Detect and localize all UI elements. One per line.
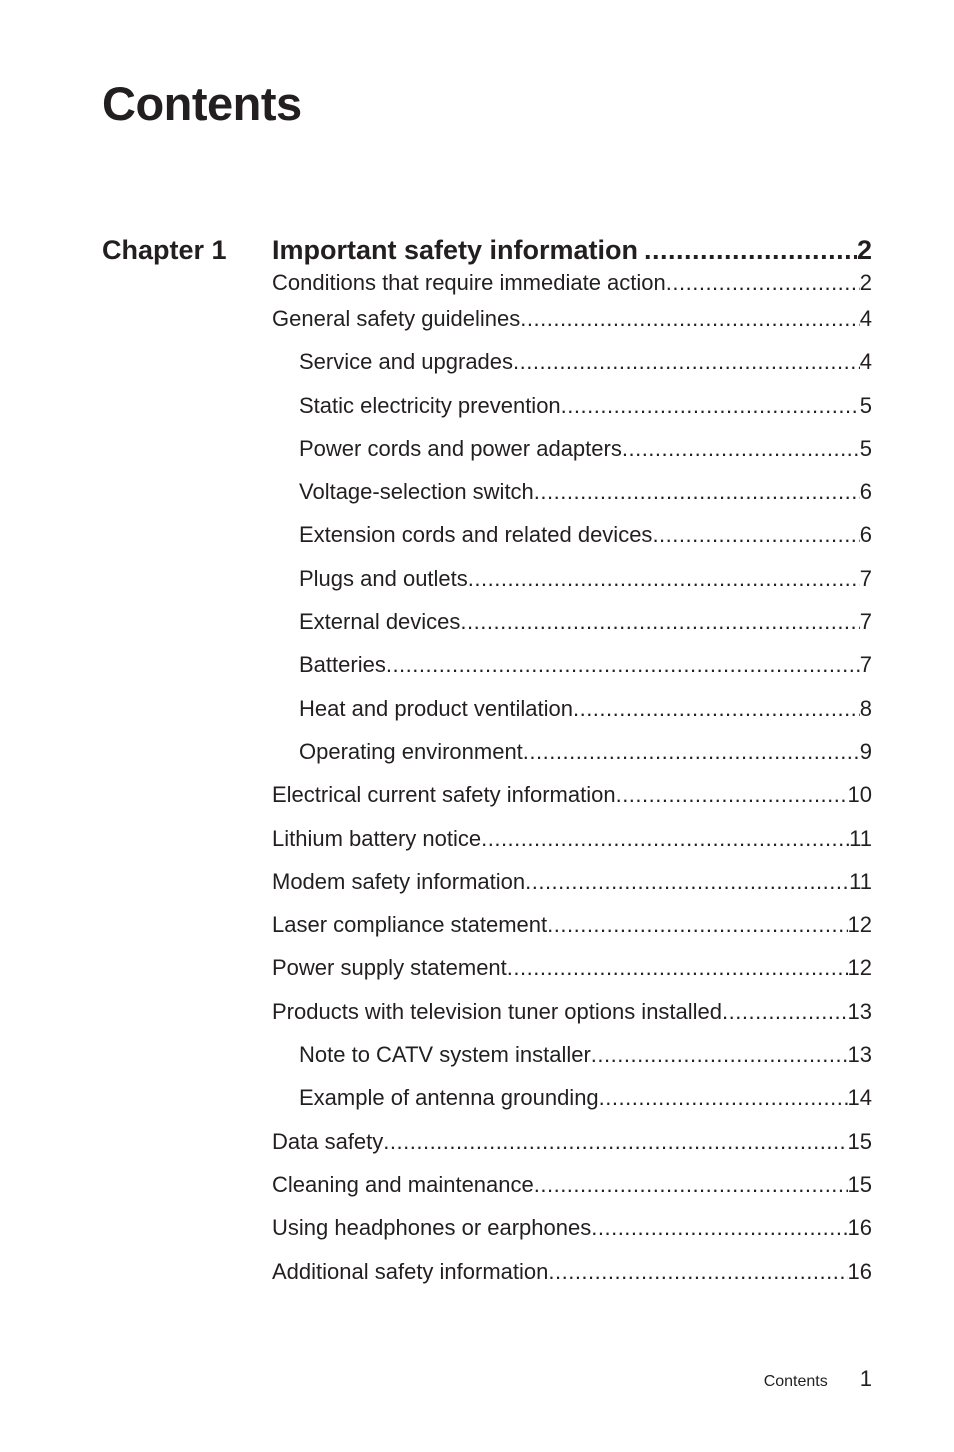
toc-entry-title: Data safety: [272, 1128, 384, 1154]
toc-subentry[interactable]: [272, 345, 872, 388]
toc-entry[interactable]: [272, 1125, 872, 1168]
dot-leader: [548, 1255, 847, 1289]
toc-entry-page: 2: [859, 270, 872, 295]
toc-entry[interactable]: [272, 995, 872, 1038]
dot-leader: [722, 995, 847, 1029]
toc-entry-title: Laser compliance statement: [272, 912, 548, 938]
toc-entry-page: 13: [847, 998, 872, 1024]
toc-entry-page: 14: [847, 1085, 872, 1111]
toc-chapter-heading[interactable]: [272, 232, 872, 268]
chapter-page-number: 2: [856, 235, 872, 265]
page-footer: [764, 1366, 872, 1392]
dot-leader: [460, 605, 859, 639]
dot-leader: [507, 951, 848, 985]
dot-leader: [534, 475, 860, 509]
toc-entry-page: 9: [859, 738, 872, 764]
table-of-contents: [272, 232, 872, 1298]
page-title: Contents: [102, 77, 302, 130]
toc-entry-title: Heat and product ventilation: [299, 695, 573, 721]
dot-leader: [520, 302, 859, 336]
toc-entry-page: 8: [859, 695, 872, 721]
dot-leader: [523, 735, 860, 769]
toc-entry[interactable]: [272, 951, 872, 994]
toc-entry-page: 4: [859, 349, 872, 375]
toc-entry[interactable]: [272, 264, 872, 302]
dot-leader: [666, 264, 860, 302]
toc-entry-page: 13: [847, 1042, 872, 1068]
toc-entry-title: Modem safety information: [272, 868, 526, 894]
toc-entry-title: Extension cords and related devices: [299, 522, 653, 548]
toc-entry-title: Electrical current safety information: [272, 782, 616, 808]
dot-leader: [591, 1211, 847, 1245]
toc-entry-title: Power cords and power adapters: [299, 435, 622, 461]
toc-entry-title: Static electricity prevention: [299, 392, 561, 418]
dot-leader: [547, 908, 847, 942]
toc-entry-title: Lithium battery notice: [272, 825, 482, 851]
dot-leader: [622, 432, 860, 466]
toc-subentry[interactable]: [272, 562, 872, 605]
toc-entry-page: 15: [847, 1171, 872, 1197]
toc-subentry[interactable]: [272, 389, 872, 432]
toc-subentry[interactable]: [272, 735, 872, 778]
toc-entry-page: 7: [859, 565, 872, 591]
toc-entry-page: 11: [849, 868, 872, 894]
toc-entry-page: 5: [859, 435, 872, 461]
toc-entry-title: External devices: [299, 609, 461, 635]
dot-leader: [616, 778, 848, 812]
toc-entry-title: General safety guidelines: [272, 306, 521, 331]
toc-entry-page: 16: [847, 1258, 872, 1284]
toc-entry-title: Additional safety information: [272, 1258, 549, 1284]
dot-leader: [525, 865, 849, 899]
dot-leader: [534, 1168, 848, 1202]
toc-subentry[interactable]: [272, 475, 872, 518]
dot-leader: [561, 389, 860, 423]
footer-page-number: 1: [859, 1366, 872, 1391]
toc-entry-page: 5: [859, 392, 872, 418]
toc-entry-title: Conditions that require immediate action: [272, 270, 666, 295]
toc-entry[interactable]: [272, 302, 872, 345]
toc-entry-title: Example of antenna grounding: [299, 1085, 599, 1111]
toc-entry-page: 12: [847, 912, 872, 938]
dot-leader: [513, 345, 860, 379]
toc-subentry[interactable]: [272, 648, 872, 691]
toc-entry-page: 10: [847, 782, 872, 808]
toc-entry[interactable]: [272, 822, 872, 865]
toc-entry[interactable]: [272, 1255, 872, 1298]
dot-leader: [573, 692, 860, 726]
toc-entry-page: 16: [847, 1215, 872, 1241]
toc-entry-page: 6: [859, 522, 872, 548]
toc-entry-title: Using headphones or earphones: [272, 1215, 592, 1241]
toc-entry-page: 11: [849, 825, 872, 851]
toc-entry[interactable]: [272, 865, 872, 908]
dot-leader: [383, 1125, 847, 1159]
toc-entry-page: 12: [847, 955, 872, 981]
toc-subentry[interactable]: [272, 1038, 872, 1081]
toc-entry-page: 4: [859, 306, 872, 331]
dot-leader: [386, 648, 860, 682]
dot-leader: [599, 1081, 848, 1115]
toc-entry-page: 7: [859, 609, 872, 635]
toc-subentry[interactable]: [272, 432, 872, 475]
toc-entry-page: 6: [859, 479, 872, 505]
toc-entry[interactable]: [272, 908, 872, 951]
toc-subentry[interactable]: [272, 1081, 872, 1124]
toc-entry-title: Power supply statement: [272, 955, 507, 981]
dot-leader: [481, 822, 849, 856]
toc-entry-title: Operating environment: [299, 738, 523, 764]
toc-entry-title: Note to CATV system installer: [299, 1042, 591, 1068]
toc-entry-title: Service and upgrades: [299, 349, 514, 375]
toc-entry-page: 7: [859, 652, 872, 678]
toc-entry-page: 15: [847, 1128, 872, 1154]
toc-entry[interactable]: [272, 1211, 872, 1254]
dot-leader: [652, 518, 859, 552]
toc-subentry[interactable]: [272, 605, 872, 648]
dot-leader: [468, 562, 860, 596]
toc-entry[interactable]: [272, 778, 872, 821]
toc-entry-title: Batteries: [299, 652, 386, 678]
toc-subentry[interactable]: [272, 518, 872, 561]
toc-entry-title: Cleaning and maintenance: [272, 1171, 534, 1197]
dot-leader: [644, 232, 857, 268]
toc-subentry[interactable]: [272, 692, 872, 735]
toc-entry-title: Voltage-selection switch: [299, 479, 534, 505]
toc-entry[interactable]: [272, 1168, 872, 1211]
chapter-label: Chapter 1: [102, 235, 227, 265]
toc-entry-title: Plugs and outlets: [299, 565, 468, 591]
chapter-title: Important safety information: [272, 235, 639, 265]
footer-section-name: Contents: [763, 1373, 828, 1390]
dot-leader: [591, 1038, 848, 1072]
toc-entry-title: Products with television tuner options installed: [272, 998, 723, 1024]
